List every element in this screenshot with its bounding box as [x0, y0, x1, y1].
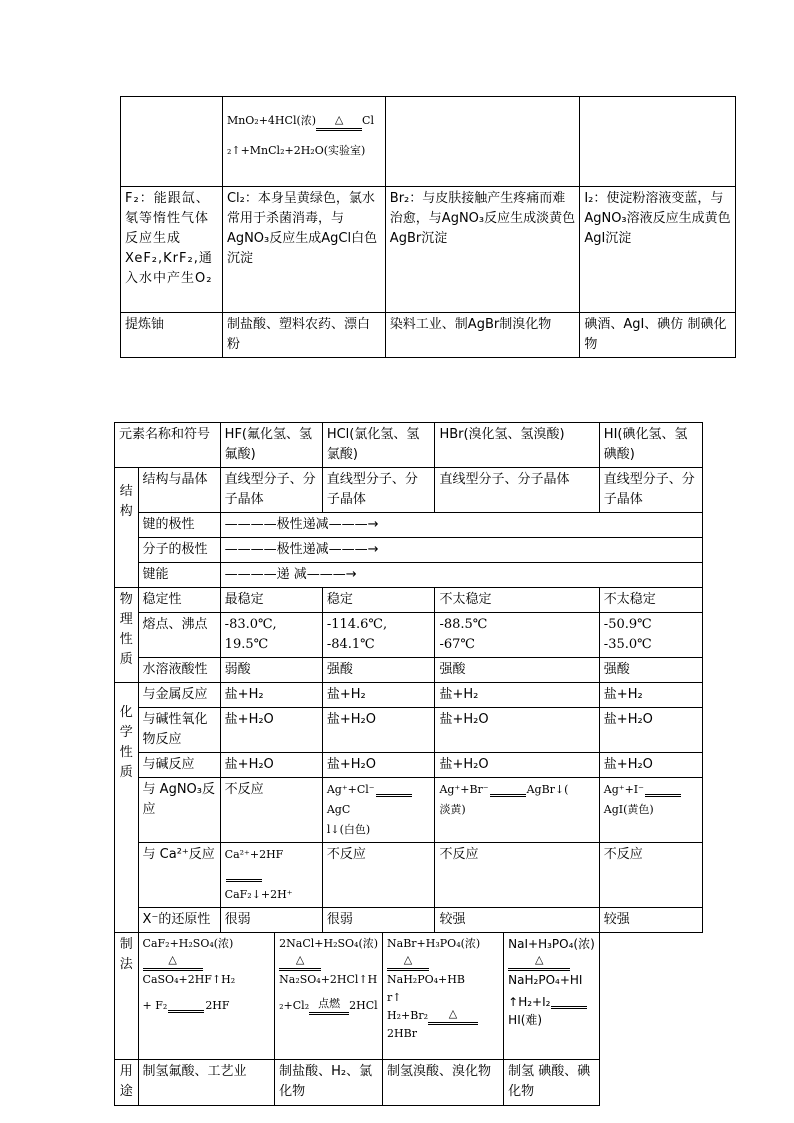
table-row — [121, 97, 736, 187]
label-char: 构 — [119, 504, 133, 519]
equals-sign — [490, 784, 526, 797]
equation-condition — [309, 998, 349, 1015]
trend-arrow: ————递 减———→ — [220, 563, 702, 588]
boiling-point: 19.5℃ — [224, 637, 269, 652]
table-row — [115, 1060, 703, 1106]
table-cell — [220, 613, 322, 658]
row-label: 与 Ca²⁺反应 — [138, 843, 220, 908]
equation-text: CaSO₄+2HF↑H₂ — [142, 973, 236, 986]
table-cell: Cl₂：本身呈黄绿色，氯水常用于杀菌消毒，与AgNO₃反应生成AgCl白色沉淀 — [222, 187, 385, 313]
equation-text: MnO₂+4HCl(浓) — [226, 114, 317, 127]
table-cell: 盐+H₂O — [220, 708, 322, 753]
table-cell: 提炼铀 — [121, 313, 223, 358]
table-cell: 不反应 — [322, 843, 435, 908]
equation-text: NaH₂PO₄+HI — [508, 973, 583, 987]
table-cell: 强酸 — [599, 658, 702, 683]
equation-condition — [279, 954, 321, 971]
equation-text: 2HBr — [387, 1027, 417, 1040]
table-cell: 直线型分子、分子晶体 — [435, 468, 599, 513]
table-row — [115, 708, 703, 753]
ignite-condition: 点燃 — [318, 997, 341, 1010]
melting-point: -83.0℃, — [224, 617, 277, 632]
equation-text: 2NaCl+H₂SO₄(浓) — [279, 937, 379, 950]
equation-text: CaF₂+H₂SO₄(浓) — [142, 937, 234, 950]
table-header-cell: HF(氟化氢、氢氟酸) — [220, 423, 322, 468]
boiling-point: -35.0℃ — [603, 637, 652, 652]
label-char: 性 — [119, 745, 133, 760]
table-cell: 直线型分子、分子晶体 — [322, 468, 435, 513]
table-row — [115, 563, 703, 588]
heat-condition: △ — [403, 953, 413, 966]
label-char: 质 — [119, 652, 133, 667]
table-header-row — [115, 423, 703, 468]
row-label: 与金属反应 — [138, 683, 220, 708]
table-cell — [599, 613, 702, 658]
label-char: 化 — [119, 705, 133, 720]
heat-condition: △ — [295, 953, 305, 966]
table-cell: I₂：使淀粉溶液变蓝，与AgNO₃溶液反应生成黄色AgI沉淀 — [580, 187, 736, 313]
table-cell — [599, 778, 702, 843]
equation-text: 2HCl — [349, 999, 378, 1012]
row-label: X⁻的还原性 — [138, 908, 220, 933]
table-cell: 很弱 — [220, 908, 322, 933]
table-cell: 强酸 — [322, 658, 435, 683]
table-cell: Br₂：与皮肤接触产生疼痛而难治愈，与AgNO₃反应生成淡黄色AgBr沉淀 — [385, 187, 580, 313]
table-cell: 不太稳定 — [599, 588, 702, 613]
equation-text: r↑ — [387, 991, 402, 1004]
equation-text: NaI+H₃PO₄(浓) — [508, 937, 595, 951]
table-cell: 碘酒、AgI、碘仿 制碘化物 — [580, 313, 736, 358]
table-cell: 盐+H₂ — [322, 683, 435, 708]
table-row — [115, 933, 703, 1060]
table-cell: 不反应 — [220, 778, 322, 843]
table-cell — [220, 843, 322, 908]
trend-arrow: ————极性递减———→ — [220, 513, 702, 538]
table-row — [115, 613, 703, 658]
equation-text: Cl — [362, 114, 374, 127]
row-label: 键的极性 — [138, 513, 220, 538]
table-cell: 不太稳定 — [435, 588, 599, 613]
table-row — [115, 778, 703, 843]
table-cell: 制氢 碘酸、碘化物 — [504, 1060, 600, 1106]
label-char: 性 — [119, 632, 133, 647]
equals-sign — [645, 784, 681, 797]
label-char: 质 — [119, 765, 133, 780]
equation-condition — [508, 954, 570, 971]
equals-sign — [376, 784, 412, 797]
row-label: 水溶液酸性 — [138, 658, 220, 683]
equation-text: ↑H₂+I₂ — [508, 995, 551, 1009]
table-cell: 盐+H₂O — [220, 753, 322, 778]
table-row — [115, 538, 703, 563]
equation-condition — [316, 114, 362, 131]
row-label: 与碱反应 — [138, 753, 220, 778]
row-label: 与 AgNO₃反应 — [138, 778, 220, 843]
heat-condition: △ — [334, 113, 344, 126]
equation-text: AgC — [326, 803, 351, 816]
table-cell — [322, 613, 435, 658]
equation-text: CaF₂↓+2H⁺ — [224, 888, 293, 901]
section-label-chemical — [115, 683, 139, 933]
heat-condition: △ — [168, 953, 177, 966]
table-row — [115, 908, 703, 933]
table-row — [115, 658, 703, 683]
table-cell — [138, 933, 275, 1060]
label-char: 物 — [119, 592, 133, 607]
table-cell: F₂：能跟氙、氡等惰性气体反应生成XeF₂,KrF₂,通入水中产生O₂ — [121, 187, 223, 313]
equation-text: Ca²⁺+2HF — [224, 848, 284, 861]
table-row — [115, 843, 703, 908]
equation-text: + F₂ — [142, 999, 168, 1012]
table-cell — [435, 613, 599, 658]
label-char: 理 — [119, 612, 133, 627]
heat-condition: △ — [534, 953, 544, 966]
row-label: 结构与晶体 — [138, 468, 220, 513]
table-row — [115, 468, 703, 513]
table-cell: 盐+H₂O — [435, 708, 599, 753]
equals-sign — [168, 1000, 204, 1013]
heat-condition: △ — [448, 1007, 458, 1020]
table-row — [115, 513, 703, 538]
row-label: 分子的极性 — [138, 538, 220, 563]
table-cell: 不反应 — [435, 843, 599, 908]
table-cell: 制盐酸、H₂、氯化物 — [275, 1060, 383, 1106]
table-cell: 盐+H₂O — [322, 753, 435, 778]
table-cell: 染料工业、制AgBr制溴化物 — [385, 313, 580, 358]
equation-text: Ag⁺+I⁻ — [603, 783, 644, 796]
section-label-physical — [115, 588, 139, 683]
row-label: 熔点、沸点 — [138, 613, 220, 658]
table-cell — [435, 778, 599, 843]
table-row — [121, 313, 736, 358]
table-cell — [383, 933, 504, 1060]
table-cell: 盐+H₂O — [599, 708, 702, 753]
boiling-point: -67℃ — [439, 637, 475, 652]
table-cell: 制盐酸、塑料农药、漂白粉 — [222, 313, 385, 358]
table-header-cell: HCl(氯化氢、氢氯酸) — [322, 423, 435, 468]
table-cell: 较强 — [435, 908, 599, 933]
equals-sign — [551, 996, 587, 1009]
table-cell: 直线型分子、分子晶体 — [220, 468, 322, 513]
table-cell: 制氢溴酸、溴化物 — [383, 1060, 504, 1106]
table-cell: 稳定 — [322, 588, 435, 613]
section-label-uses — [115, 1060, 139, 1106]
table-row — [115, 588, 703, 613]
equation-condition — [143, 954, 203, 971]
equation-text: H₂+Br₂ — [387, 1009, 429, 1022]
equation-text: NaBr+H₃PO₄(浓) — [387, 937, 481, 950]
trend-arrow: ————极性递减———→ — [220, 538, 702, 563]
table-cell: 盐+H₂ — [599, 683, 702, 708]
equation-text: NaH₂PO₄+HB — [387, 973, 465, 986]
section-label-structure — [115, 468, 139, 588]
table-header-cell: HI(碘化氢、氢碘酸) — [599, 423, 702, 468]
row-label: 键能 — [138, 563, 220, 588]
table-cell — [222, 97, 385, 187]
row-label: 稳定性 — [138, 588, 220, 613]
table-cell — [580, 97, 736, 187]
table-cell: 很弱 — [322, 908, 435, 933]
equation-text: 淡黄) — [439, 803, 466, 816]
equals-sign — [226, 869, 262, 882]
equation-text: Ag⁺+Br⁻ — [439, 783, 489, 796]
equation-text: AgBr↓( — [526, 783, 569, 796]
label-char: 制 — [119, 937, 133, 952]
table-cell: 盐+H₂O — [435, 753, 599, 778]
label-char: 法 — [119, 957, 133, 972]
table-cell: 最稳定 — [220, 588, 322, 613]
hydrogen-halides-table — [114, 422, 703, 1106]
row-label: 与碱性氧化物反应 — [138, 708, 220, 753]
melting-point: -50.9℃ — [603, 617, 652, 632]
equation-text: ₂+Cl₂ — [279, 999, 310, 1012]
table-header-cell: 元素名称和符号 — [115, 423, 221, 468]
melting-point: -114.6℃, — [326, 617, 388, 632]
section-label-preparation — [115, 933, 139, 1060]
equation-condition — [428, 1008, 478, 1025]
table-cell: 较强 — [599, 908, 702, 933]
table-cell: 强酸 — [435, 658, 599, 683]
equation-condition — [387, 954, 429, 971]
table-cell: 不反应 — [599, 843, 702, 908]
equation-text: l↓(白色) — [326, 823, 371, 836]
table-header-cell: HBr(溴化氢、氢溴酸) — [435, 423, 599, 468]
label-char: 用 — [119, 1064, 133, 1079]
table-cell: 直线型分子、分子晶体 — [599, 468, 702, 513]
table-cell — [275, 933, 383, 1060]
table-cell: 盐+H₂ — [435, 683, 599, 708]
melting-point: -88.5℃ — [439, 617, 488, 632]
label-char: 学 — [119, 725, 133, 740]
table-row — [115, 753, 703, 778]
boiling-point: -84.1℃ — [326, 637, 375, 652]
equation-text: Na₂SO₄+2HCl↑H — [279, 973, 378, 986]
table-cell — [121, 97, 223, 187]
equation-text: Ag⁺+Cl⁻ — [326, 783, 375, 796]
label-char: 途 — [119, 1084, 133, 1099]
table-cell — [504, 933, 600, 1060]
table-row — [121, 187, 736, 313]
equation-text: AgI(黄色) — [603, 803, 654, 816]
table-cell: 盐+H₂O — [599, 753, 702, 778]
table-cell: 制氢氟酸、工艺业 — [138, 1060, 275, 1106]
table-row — [115, 683, 703, 708]
table-cell — [322, 778, 435, 843]
halogen-elements-table — [120, 96, 736, 358]
table-cell: 盐+H₂O — [322, 708, 435, 753]
equation-text: HI(难) — [508, 1013, 543, 1027]
table-cell: 弱酸 — [220, 658, 322, 683]
equation-text: ₂↑+MnCl₂+2H₂O(实验室) — [226, 144, 366, 157]
table-cell — [385, 97, 580, 187]
table-cell: 盐+H₂ — [220, 683, 322, 708]
equation-text: 2HF — [205, 999, 230, 1012]
label-char: 结 — [119, 484, 133, 499]
